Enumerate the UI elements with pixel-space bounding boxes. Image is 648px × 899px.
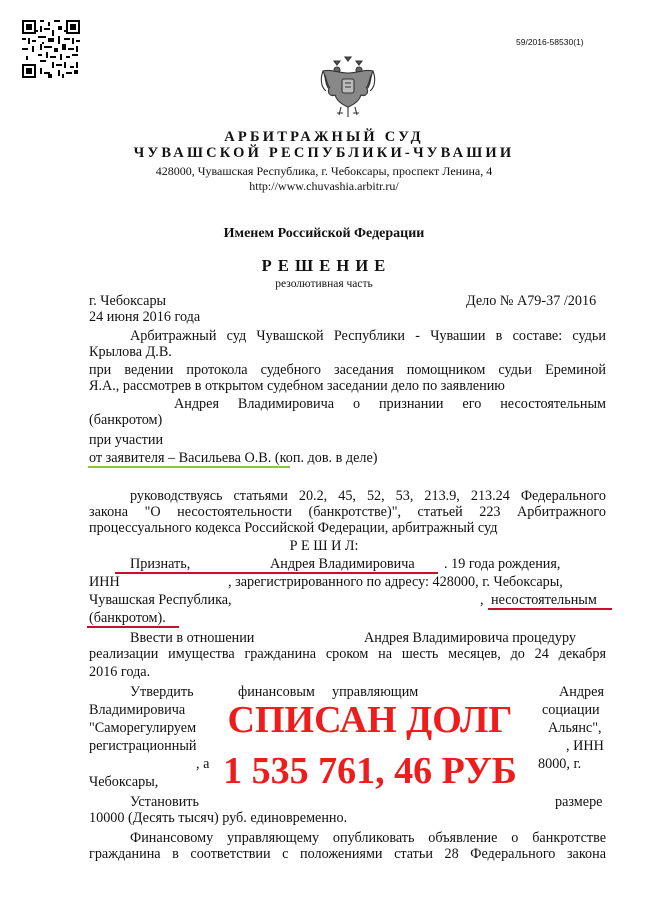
introduce-procedure: Ввести в отношении	[130, 630, 255, 646]
city: г. Чебоксары	[89, 293, 167, 309]
postcode-fragment: 8000, г.	[538, 756, 582, 772]
decision-title: Р Е Ш Е Н И Е	[261, 256, 387, 275]
court-name-line1: АРБИТРАЖНЫЙ СУД	[224, 129, 424, 145]
region: Чувашская Республика,	[89, 592, 232, 608]
association-fragment: социации	[542, 702, 600, 718]
financial-word: финансовым	[238, 684, 315, 700]
inn-fragment: , ИНН	[566, 738, 604, 754]
paragraph-representative	[89, 450, 378, 466]
sro-fragment: "Саморегулируем	[89, 720, 197, 736]
paragraph-applicant: Андрея Владимировича о признании его несостоятельным	[174, 396, 606, 412]
cheboksary-fragment: Чебоксары,	[89, 774, 159, 790]
amount-word: размере	[555, 794, 603, 810]
patronymic-line: Владимировича	[89, 702, 186, 718]
publish-order: Финансовому управляющему опубликовать объявление о банкротстве	[130, 830, 606, 846]
alliance-fragment: Альянс",	[548, 720, 602, 736]
highlight-underline-insolvent	[488, 608, 612, 610]
introduce-procedure-name: Андрея Владимировича процедуру	[364, 630, 576, 646]
paragraph-participation: при участии	[89, 432, 164, 448]
representative-power: (коп. дов. в деле)	[271, 450, 378, 466]
approve-word: Утвердить	[130, 684, 194, 700]
establish-word: Установить	[130, 794, 199, 810]
representative-name: от заявителя – Васильева О.В.	[89, 450, 272, 466]
address-fragment: , а	[196, 756, 210, 772]
court-url[interactable]: http://www.chuvashia.arbitr.ru/	[249, 179, 399, 193]
in-the-name-heading: Именем Российской Федерации	[223, 226, 425, 241]
paragraph-grounds-cont2: процессуального кодекса Российской Федерации, арбитражный суд	[89, 520, 498, 536]
paragraph-protocol-cont: Я.А., рассмотрев в открытом судебном заседании дело по заявлению	[89, 378, 505, 394]
registration-fragment: регистрационный	[89, 738, 197, 754]
document-number: 59/2016-58530(1)	[516, 37, 584, 47]
andrey-word: Андрея	[559, 684, 604, 700]
decision-subtitle: резолютивная часть	[275, 278, 373, 290]
procedure-term: реализации имущества гражданина сроком на шесть месяцев, до 24 декабря	[89, 646, 606, 662]
resolved-heading: Р Е Ш И Л:	[289, 538, 359, 554]
manager-word: управляющим	[332, 684, 419, 700]
debt-written-off-stamp: СПИСАН ДОЛГ	[227, 699, 513, 741]
paragraph-grounds: руководствуясь статьями 20.2, 45, 52, 53, 213.9, 213.24 Федерального	[130, 488, 606, 504]
paragraph-grounds-cont1: закона "О несостоятельности (банкротстве)", статьей 223 Арбитражного	[89, 504, 606, 520]
paragraph-applicant-cont: (банкротом)	[89, 412, 163, 428]
paragraph-protocol: при ведении протокола судебного заседания помощником судьи Ереминой	[89, 362, 606, 378]
paragraph-composition: Арбитражный суд Чувашской Республики - Чувашии в составе: судьи	[130, 328, 606, 344]
court-address: 428000, Чувашская Республика, г. Чебоксары, проспект Ленина, 4	[155, 164, 493, 178]
comma: ,	[480, 592, 484, 608]
insolvent-word: несостоятельным	[491, 592, 597, 608]
procedure-term-end: 2016 года.	[89, 664, 151, 680]
paragraph-composition-cont: Крылова Д.В.	[89, 344, 172, 360]
resolution-recognize: Признать,	[130, 556, 191, 572]
birth-year: . 19 года рождения,	[444, 556, 561, 572]
case-number: Дело № А79-37 /2016	[466, 293, 597, 309]
coat-of-arms-icon	[317, 55, 379, 119]
decision-date: 24 июня 2016 года	[89, 309, 201, 325]
inn-label: ИНН	[89, 574, 120, 590]
highlight-underline	[88, 466, 290, 468]
court-name-line2: ЧУВАШСКОЙ РЕСПУБЛИКИ-ЧУВАШИИ	[133, 145, 515, 161]
debtor-name: Андрея Владимировича	[270, 556, 415, 572]
registered-address: , зарегистрированного по адресу: 428000, г. Чебоксары,	[228, 574, 563, 590]
qr-code-icon	[22, 20, 80, 78]
fee-amount: 10000 (Десять тысяч) руб. единовременно.	[89, 810, 348, 826]
debt-amount-stamp: 1 535 761, 46 РУБ	[223, 750, 517, 792]
highlight-underline-bankrupt	[87, 626, 179, 628]
bankrupt-word: (банкротом).	[89, 610, 166, 626]
publish-order-cont: гражданина в соответствии с положениями статьи 28 Федерального закона	[89, 846, 606, 862]
